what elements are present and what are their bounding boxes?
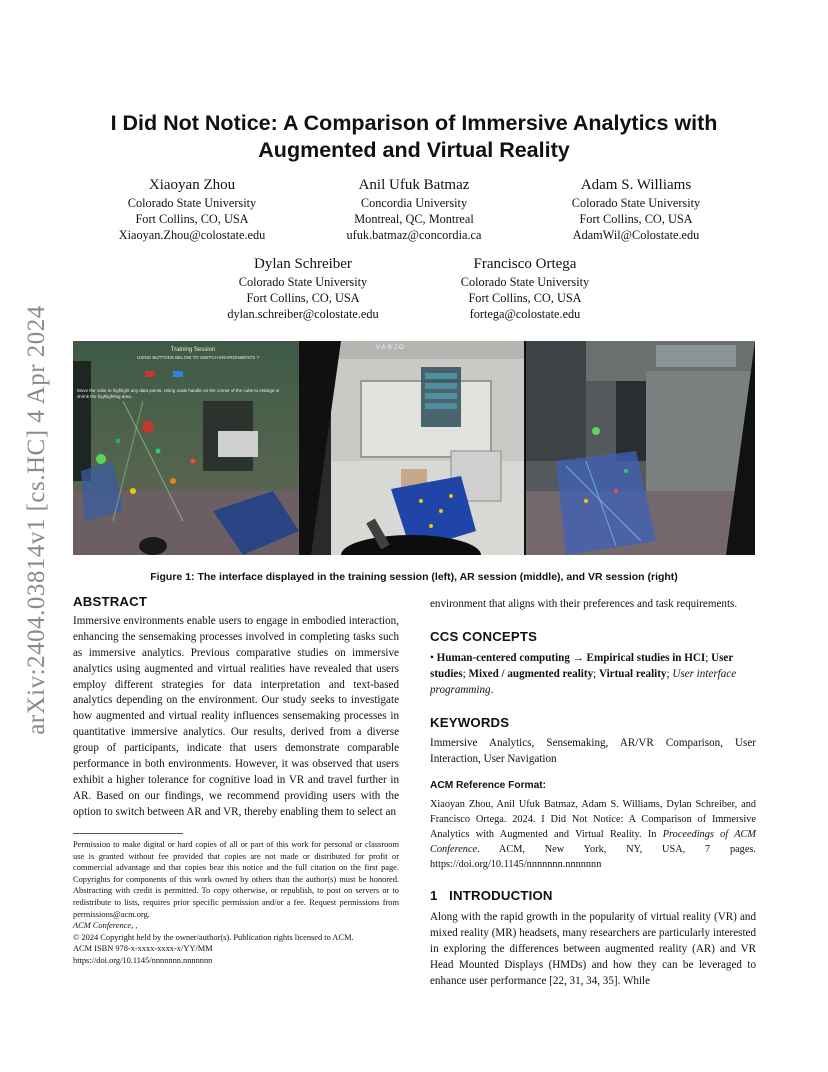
copyright-line: © 2024 Copyright held by the owner/author(s). Publication rights licensed to ACM. <box>73 932 354 942</box>
author-location: Fort Collins, CO, USA <box>246 291 360 305</box>
author-affiliation: Colorado State University <box>238 275 368 289</box>
author-email[interactable]: dylan.schreiber@colostate.edu <box>227 307 379 321</box>
author-location: Fort Collins, CO, USA <box>135 212 249 226</box>
author-name: Adam S. Williams <box>580 177 692 193</box>
author-block <box>183 254 423 322</box>
paper-title <box>74 110 754 164</box>
author-name: Xiaoyan Zhou <box>148 177 236 193</box>
author-affiliation: Colorado State University <box>460 275 590 289</box>
training-session-panel <box>73 341 299 555</box>
vr-session-panel <box>526 341 755 555</box>
author-email[interactable]: AdamWil@Colostate.edu <box>572 228 700 242</box>
author-email[interactable]: Xiaoyan.Zhou@colostate.edu <box>118 228 266 242</box>
ccs-concepts-text: • Human-centered computing → Empirical studies in HCI; User studies; Mixed / augmented reality; Virtual reality; User interface programming. <box>430 651 737 696</box>
footnote-rule <box>73 833 183 834</box>
training-session-label: Training Session <box>170 347 216 353</box>
author-block <box>516 175 756 243</box>
acm-ref-text: Xiaoyan Zhou, Anil Ufuk Batmaz, Adam S. Williams, Dylan Schreiber, and Francisco Ortega. 2024. I Did Not Notice: A Comparison of Immersive Analytics with Augmented and Virtual Reality. In Proceedings of ACM Conference. ACM, New York, NY, USA, 7 pages. https://doi.org/10.1145/nnnnnnn.nnnnnnn <box>430 799 757 871</box>
vr-scene <box>526 341 755 555</box>
training-session-subtitle: USING BUTTONS BELOW TO SWITCH ENVIRONMENTS ? <box>136 355 259 360</box>
abstract-continued: environment that aligns with their preferences and task requirements. <box>430 598 738 610</box>
introduction-heading: 1 INTRODUCTION <box>430 888 553 904</box>
author-email[interactable]: ufuk.batmaz@concordia.ca <box>346 228 482 242</box>
isbn-line: ACM ISBN 978-x-xxxx-xxxx-x/YY/MM <box>73 944 213 954</box>
introduction-text: Along with the rapid growth in the popularity of virtual reality (VR) and mixed reality (MR) headsets, many researchers are particularly interested in exploring the differences between augmented reality (AR) and VR Head Mounted Displays (HMDs) and how they can be leveraged to enhance user performance [22, 31, 34, 35]. While <box>430 911 756 987</box>
doi-link[interactable]: https://doi.org/10.1145/nnnnnnn.nnnnnnn <box>73 955 213 965</box>
title-line-1: I Did Not Notice: A Comparison of Immersive Analytics with <box>110 111 718 135</box>
acm-ref-heading: ACM Reference Format: <box>430 780 547 792</box>
author-name: Francisco Ortega <box>473 256 577 272</box>
author-location: Fort Collins, CO, USA <box>468 291 582 305</box>
author-affiliation: Concordia University <box>360 196 468 210</box>
conference-name: ACM Conference, , <box>73 921 138 931</box>
ar-session-panel <box>301 341 524 555</box>
teaser-figure <box>73 341 755 555</box>
abstract-heading: ABSTRACT <box>73 594 148 609</box>
author-affiliation: Colorado State University <box>571 196 701 210</box>
keywords-text: Immersive Analytics, Sensemaking, AR/VR Comparison, User Interaction, User Navigation <box>430 737 756 766</box>
author-block <box>405 254 645 322</box>
keywords-heading: KEYWORDS <box>430 714 510 730</box>
ccs-heading: CCS CONCEPTS <box>430 628 538 644</box>
ar-scene <box>301 341 524 555</box>
author-email[interactable]: fortega@colostate.edu <box>469 307 581 321</box>
varjo-label: VARJO <box>376 345 406 351</box>
right-column <box>430 597 756 990</box>
author-location: Fort Collins, CO, USA <box>579 212 693 226</box>
training-instructions: Move the cube to highlight any data points. Using scale handle on the corner of the cube to enlarge or shrink the highlighting area. <box>77 388 280 399</box>
arxiv-stamp: arXiv:2404.03814v1 [cs.HC] 4 Apr 2024 <box>23 305 50 735</box>
author-location: Montreal, QC, Montreal <box>354 212 474 226</box>
author-block <box>72 175 312 243</box>
author-name: Anil Ufuk Batmaz <box>358 177 470 193</box>
training-scene <box>73 341 299 555</box>
figure-caption: Figure 1: The interface displayed in the training session (left), AR session (middle), and VR session (right) <box>150 571 678 583</box>
author-block <box>294 175 534 243</box>
abstract-text: Immersive environments enable users to engage in embodied interaction, enhancing the sensemaking processes involved in completing tasks such as immersive analytics. Previous comparative studies on immersive analytics using augmented and virtual realities have revealed that users employ different strategies for data interpretation and text-based analytics depending on the environment. Our study seeks to investigate how augmented and virtual reality influences sensemaking processes in quantitative immersive analytics. Our results, derived from a diverse group of participants, indicate that users demonstrate comparable performance in both environments. However, it was observed that users exhibit a higher tolerance for cognitive load in VR and travel further in AR. Based on our findings, we recommend providing users with the option to switch between AR and VR, thereby enabling them to select an <box>73 614 399 818</box>
author-affiliation: Colorado State University <box>127 196 257 210</box>
author-name: Dylan Schreiber <box>254 256 352 272</box>
title-line-2: Augmented and Virtual Reality <box>258 138 570 162</box>
footnote-block <box>73 839 399 967</box>
abstract-section <box>73 594 399 821</box>
permission-notice: Permission to make digital or hard copies of all or part of this work for personal or classroom use is granted without fee provided that copies are not made or distributed for profit or commercial advantage and that copies bear this notice and the full citation on the first page. Copyrights for components of this work owned by others than the author(s) must be honored. Abstracting with credit is permitted. To copy otherwise, or republish, to post on servers or to redistribute to lists, requires prior specific permission and/or a fee. Request permissions from permissions@acm.org. <box>73 840 399 919</box>
